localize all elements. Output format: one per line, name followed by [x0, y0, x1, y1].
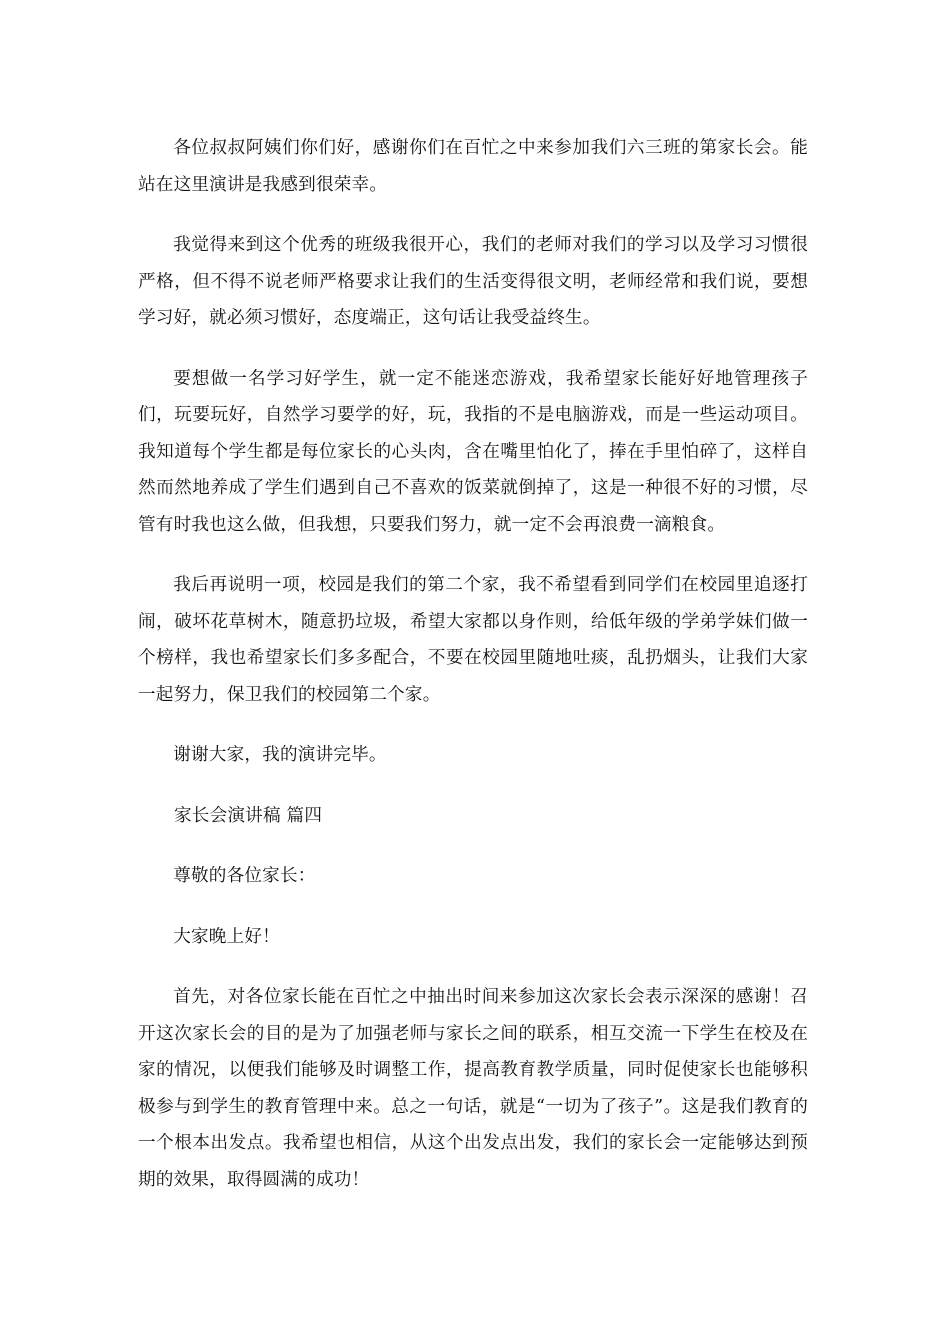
paragraph-greeting: 各位叔叔阿姨们你们好，感谢你们在百忙之中来参加我们六三班的第家长会。能站在这里演讲是我感到很荣幸。	[138, 138, 808, 195]
paragraph-campus-home: 我后再说明一项，校园是我们的第二个家，我不希望看到同学们在校园里追逐打闹，破坏花草树木，随意扔垃圾，希望大家都以身作则，给低年级的学弟学妹们做一个榜样，我也希望家长们多多配合，不要在校园里随地吐痰，乱扔烟头，让我们大家一起努力，保卫我们的校园第二个家。	[138, 575, 808, 705]
paragraph-games-and-food: 要想做一名学习好学生，就一定不能迷恋游戏，我希望家长能好好地管理孩子们，玩要玩好，自然学习要学的好，玩，我指的不是电脑游戏，而是一些运动项目。我知道每个学生都是每位家长的心头肉，含在嘴里怕化了，捧在手里怕碎了，这样自然而然地养成了学生们遇到自己不喜欢的饭菜就倒掉了，这是一种很不好的习惯，尽管有时我也这么做，但我想，只要我们努力，就一定不会再浪费一滴粮食。	[138, 368, 808, 535]
paragraph-thanks: 谢谢大家，我的演讲完毕。	[173, 745, 387, 765]
paragraph-meeting-purpose: 首先，对各位家长能在百忙之中抽出时间来参加这次家长会表示深深的感谢！召开这次家长会的目的是为了加强老师与家长之间的联系，相互交流一下学生在校及在家的情况，以便我们能够及时调整工作，提高教育教学质量，同时促使家长也能够积极参与到学生的教育管理中来。总之一句话，就是“一切为了孩子”。这是我们教育的一个根本出发点。我希望也相信，从这个出发点出发，我们的家长会一定能够达到预期的效果，取得圆满的成功！	[138, 987, 808, 1190]
paragraph-class-experience: 我觉得来到这个优秀的班级我很开心，我们的老师对我们的学习以及学习习惯很严格，但不得不说老师严格要求让我们的生活变得很文明，老师经常和我们说，要想学习好，就必须习惯好，态度端正，这句话让我受益终生。	[138, 235, 808, 328]
section-heading: 家长会演讲稿 篇四	[174, 805, 323, 826]
paragraph-salutation: 尊敬的各位家长：	[173, 866, 316, 886]
paragraph-evening-greeting: 大家晚上好！	[173, 926, 280, 947]
document-page	[138, 130, 808, 1222]
